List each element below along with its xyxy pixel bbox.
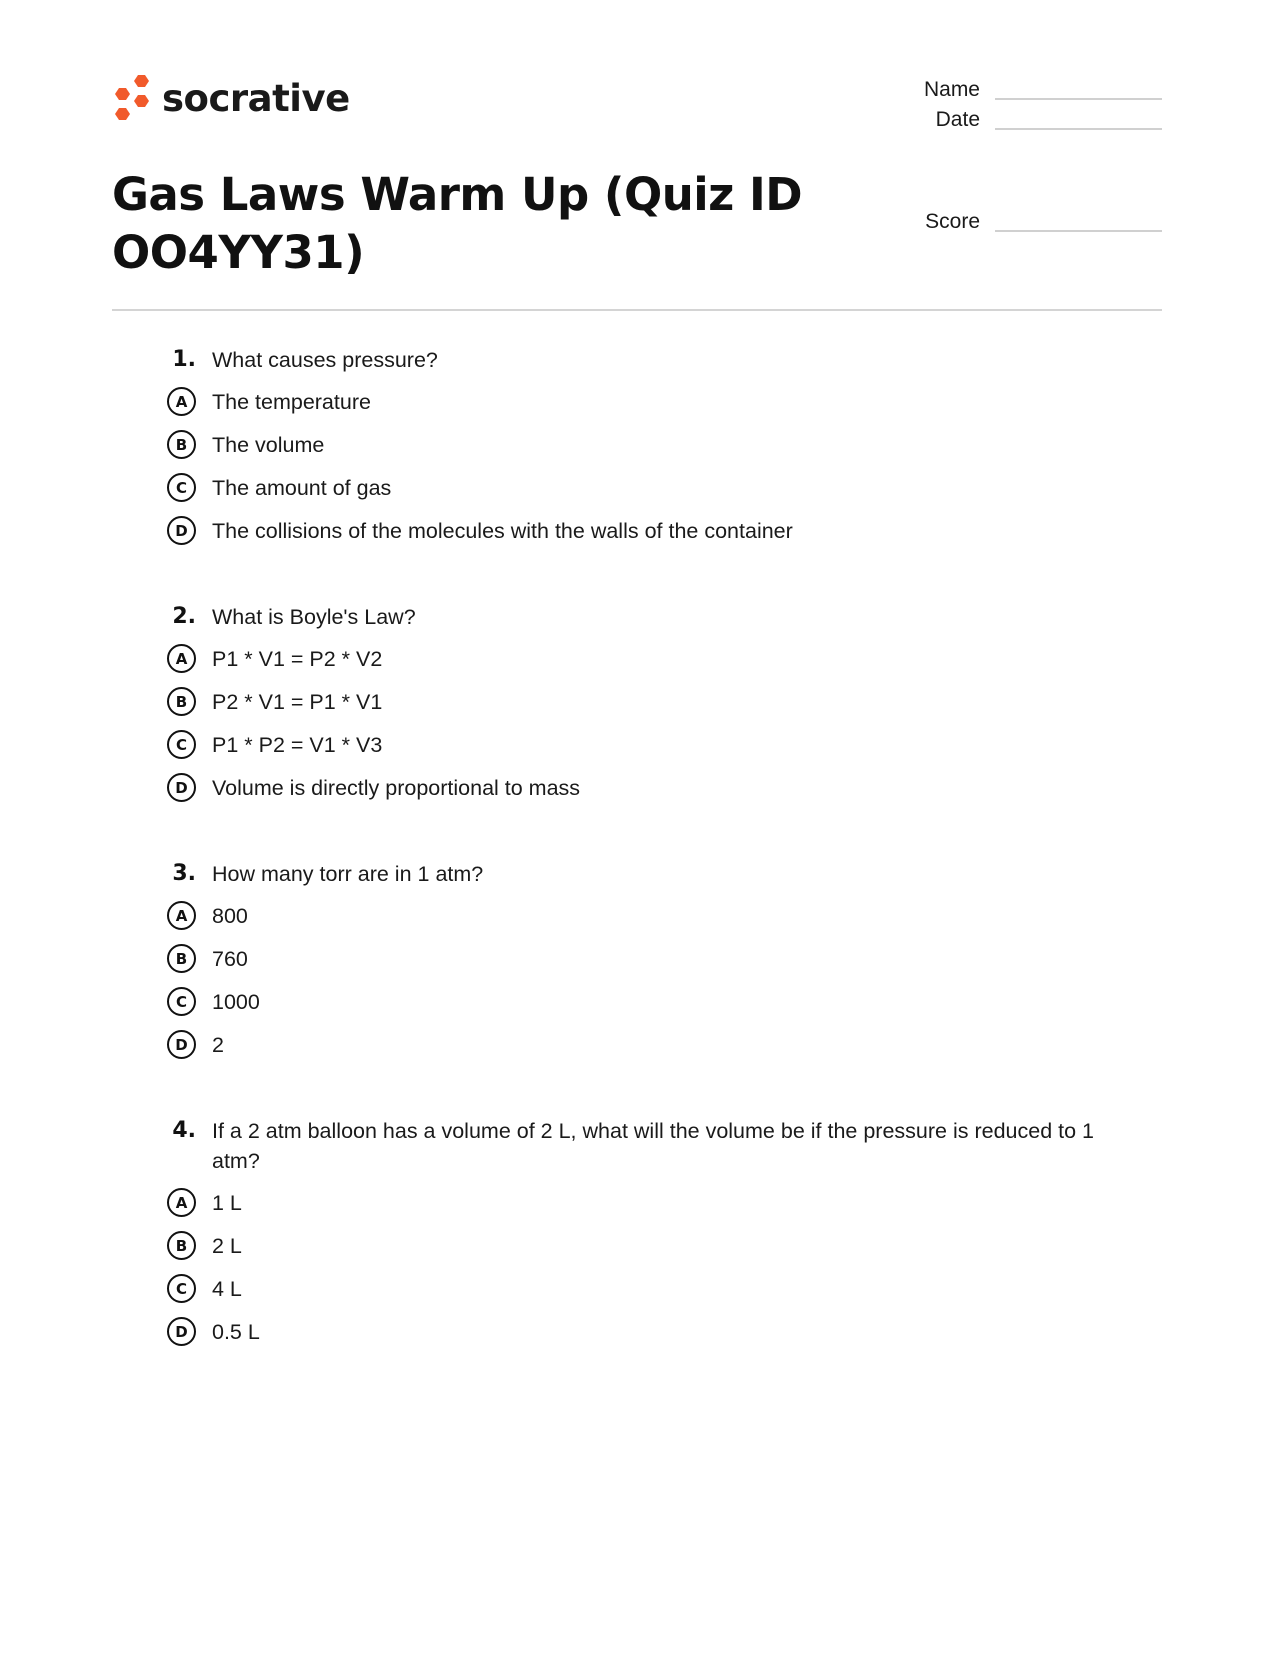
- option-circle-c-icon[interactable]: C: [167, 1274, 196, 1303]
- question-number: 1.: [172, 347, 196, 372]
- score-label: Score: [925, 210, 980, 233]
- option-text: 4 L: [212, 1276, 242, 1301]
- option-text: 1 L: [212, 1190, 242, 1215]
- option-a[interactable]: [150, 1181, 1130, 1224]
- option-circle-c-icon[interactable]: C: [167, 730, 196, 759]
- option-b[interactable]: [150, 937, 1130, 980]
- header-divider: [112, 309, 1162, 311]
- option-c[interactable]: [150, 723, 1130, 766]
- option-text: The temperature: [212, 389, 371, 414]
- option-d[interactable]: [150, 1023, 1130, 1066]
- question-1: [150, 345, 1130, 552]
- option-circle-d-icon[interactable]: D: [167, 516, 196, 545]
- option-circle-a-icon[interactable]: A: [167, 644, 196, 673]
- option-text: 2: [212, 1032, 224, 1057]
- option-a[interactable]: [150, 637, 1130, 680]
- date-input-line[interactable]: [995, 128, 1162, 130]
- option-circle-d-icon[interactable]: D: [167, 1030, 196, 1059]
- question-3: [150, 859, 1130, 1066]
- brand-name: socrative: [162, 76, 350, 120]
- question-text: If a 2 atm balloon has a volume of 2 L, what will the volume be if the pressure is reduced to 1 atm?: [212, 1119, 1094, 1173]
- option-text: 800: [212, 903, 248, 928]
- option-text: The collisions of the molecules with the walls of the container: [212, 518, 793, 543]
- option-circle-a-icon[interactable]: A: [167, 1188, 196, 1217]
- option-b[interactable]: [150, 1224, 1130, 1267]
- option-text: The volume: [212, 432, 325, 457]
- name-field[interactable]: [870, 78, 1162, 102]
- option-circle-c-icon[interactable]: C: [167, 473, 196, 502]
- option-circle-d-icon[interactable]: D: [167, 1317, 196, 1346]
- option-text: 0.5 L: [212, 1319, 260, 1344]
- option-text: 1000: [212, 989, 260, 1014]
- option-b[interactable]: [150, 423, 1130, 466]
- option-c[interactable]: [150, 1267, 1130, 1310]
- date-label: Date: [935, 108, 980, 131]
- option-a[interactable]: [150, 894, 1130, 937]
- option-text: Volume is directly proportional to mass: [212, 775, 581, 800]
- option-text: The amount of gas: [212, 475, 392, 500]
- option-d[interactable]: [150, 766, 1130, 809]
- question-text: What is Boyle's Law?: [212, 605, 416, 629]
- option-text: P2 * V1 = P1 * V1: [212, 689, 383, 714]
- option-circle-b-icon[interactable]: B: [167, 1231, 196, 1260]
- score-field[interactable]: [870, 210, 1162, 234]
- option-d[interactable]: [150, 1310, 1130, 1353]
- question-2: [150, 602, 1130, 809]
- option-text: P1 * V1 = P2 * V2: [212, 646, 383, 671]
- option-circle-a-icon[interactable]: A: [167, 901, 196, 930]
- hexagon-cluster-logo-icon: [112, 73, 152, 123]
- question-number: 3.: [172, 861, 196, 886]
- option-circle-b-icon[interactable]: B: [167, 687, 196, 716]
- question-number: 2.: [172, 604, 196, 629]
- option-d[interactable]: [150, 509, 1130, 552]
- option-a[interactable]: [150, 380, 1130, 423]
- option-circle-c-icon[interactable]: C: [167, 987, 196, 1016]
- option-text: P1 * P2 = V1 * V3: [212, 732, 383, 757]
- date-field[interactable]: [870, 108, 1162, 132]
- question-list: [150, 345, 1130, 1403]
- option-circle-d-icon[interactable]: D: [167, 773, 196, 802]
- option-text: 760: [212, 946, 248, 971]
- question-text: What causes pressure?: [212, 348, 438, 372]
- socrative-logo: [112, 73, 350, 123]
- question-text: How many torr are in 1 atm?: [212, 862, 484, 886]
- option-circle-b-icon[interactable]: B: [167, 944, 196, 973]
- option-b[interactable]: [150, 680, 1130, 723]
- option-c[interactable]: [150, 466, 1130, 509]
- question-number: 4.: [172, 1118, 196, 1143]
- score-input-line[interactable]: [995, 230, 1162, 232]
- option-circle-b-icon[interactable]: B: [167, 430, 196, 459]
- name-input-line[interactable]: [995, 98, 1162, 100]
- name-label: Name: [923, 78, 980, 101]
- option-c[interactable]: [150, 980, 1130, 1023]
- quiz-title: Gas Laws Warm Up (Quiz ID OO4YY31): [112, 168, 803, 279]
- question-4: [150, 1116, 1130, 1353]
- option-text: 2 L: [212, 1233, 242, 1258]
- option-circle-a-icon[interactable]: A: [167, 387, 196, 416]
